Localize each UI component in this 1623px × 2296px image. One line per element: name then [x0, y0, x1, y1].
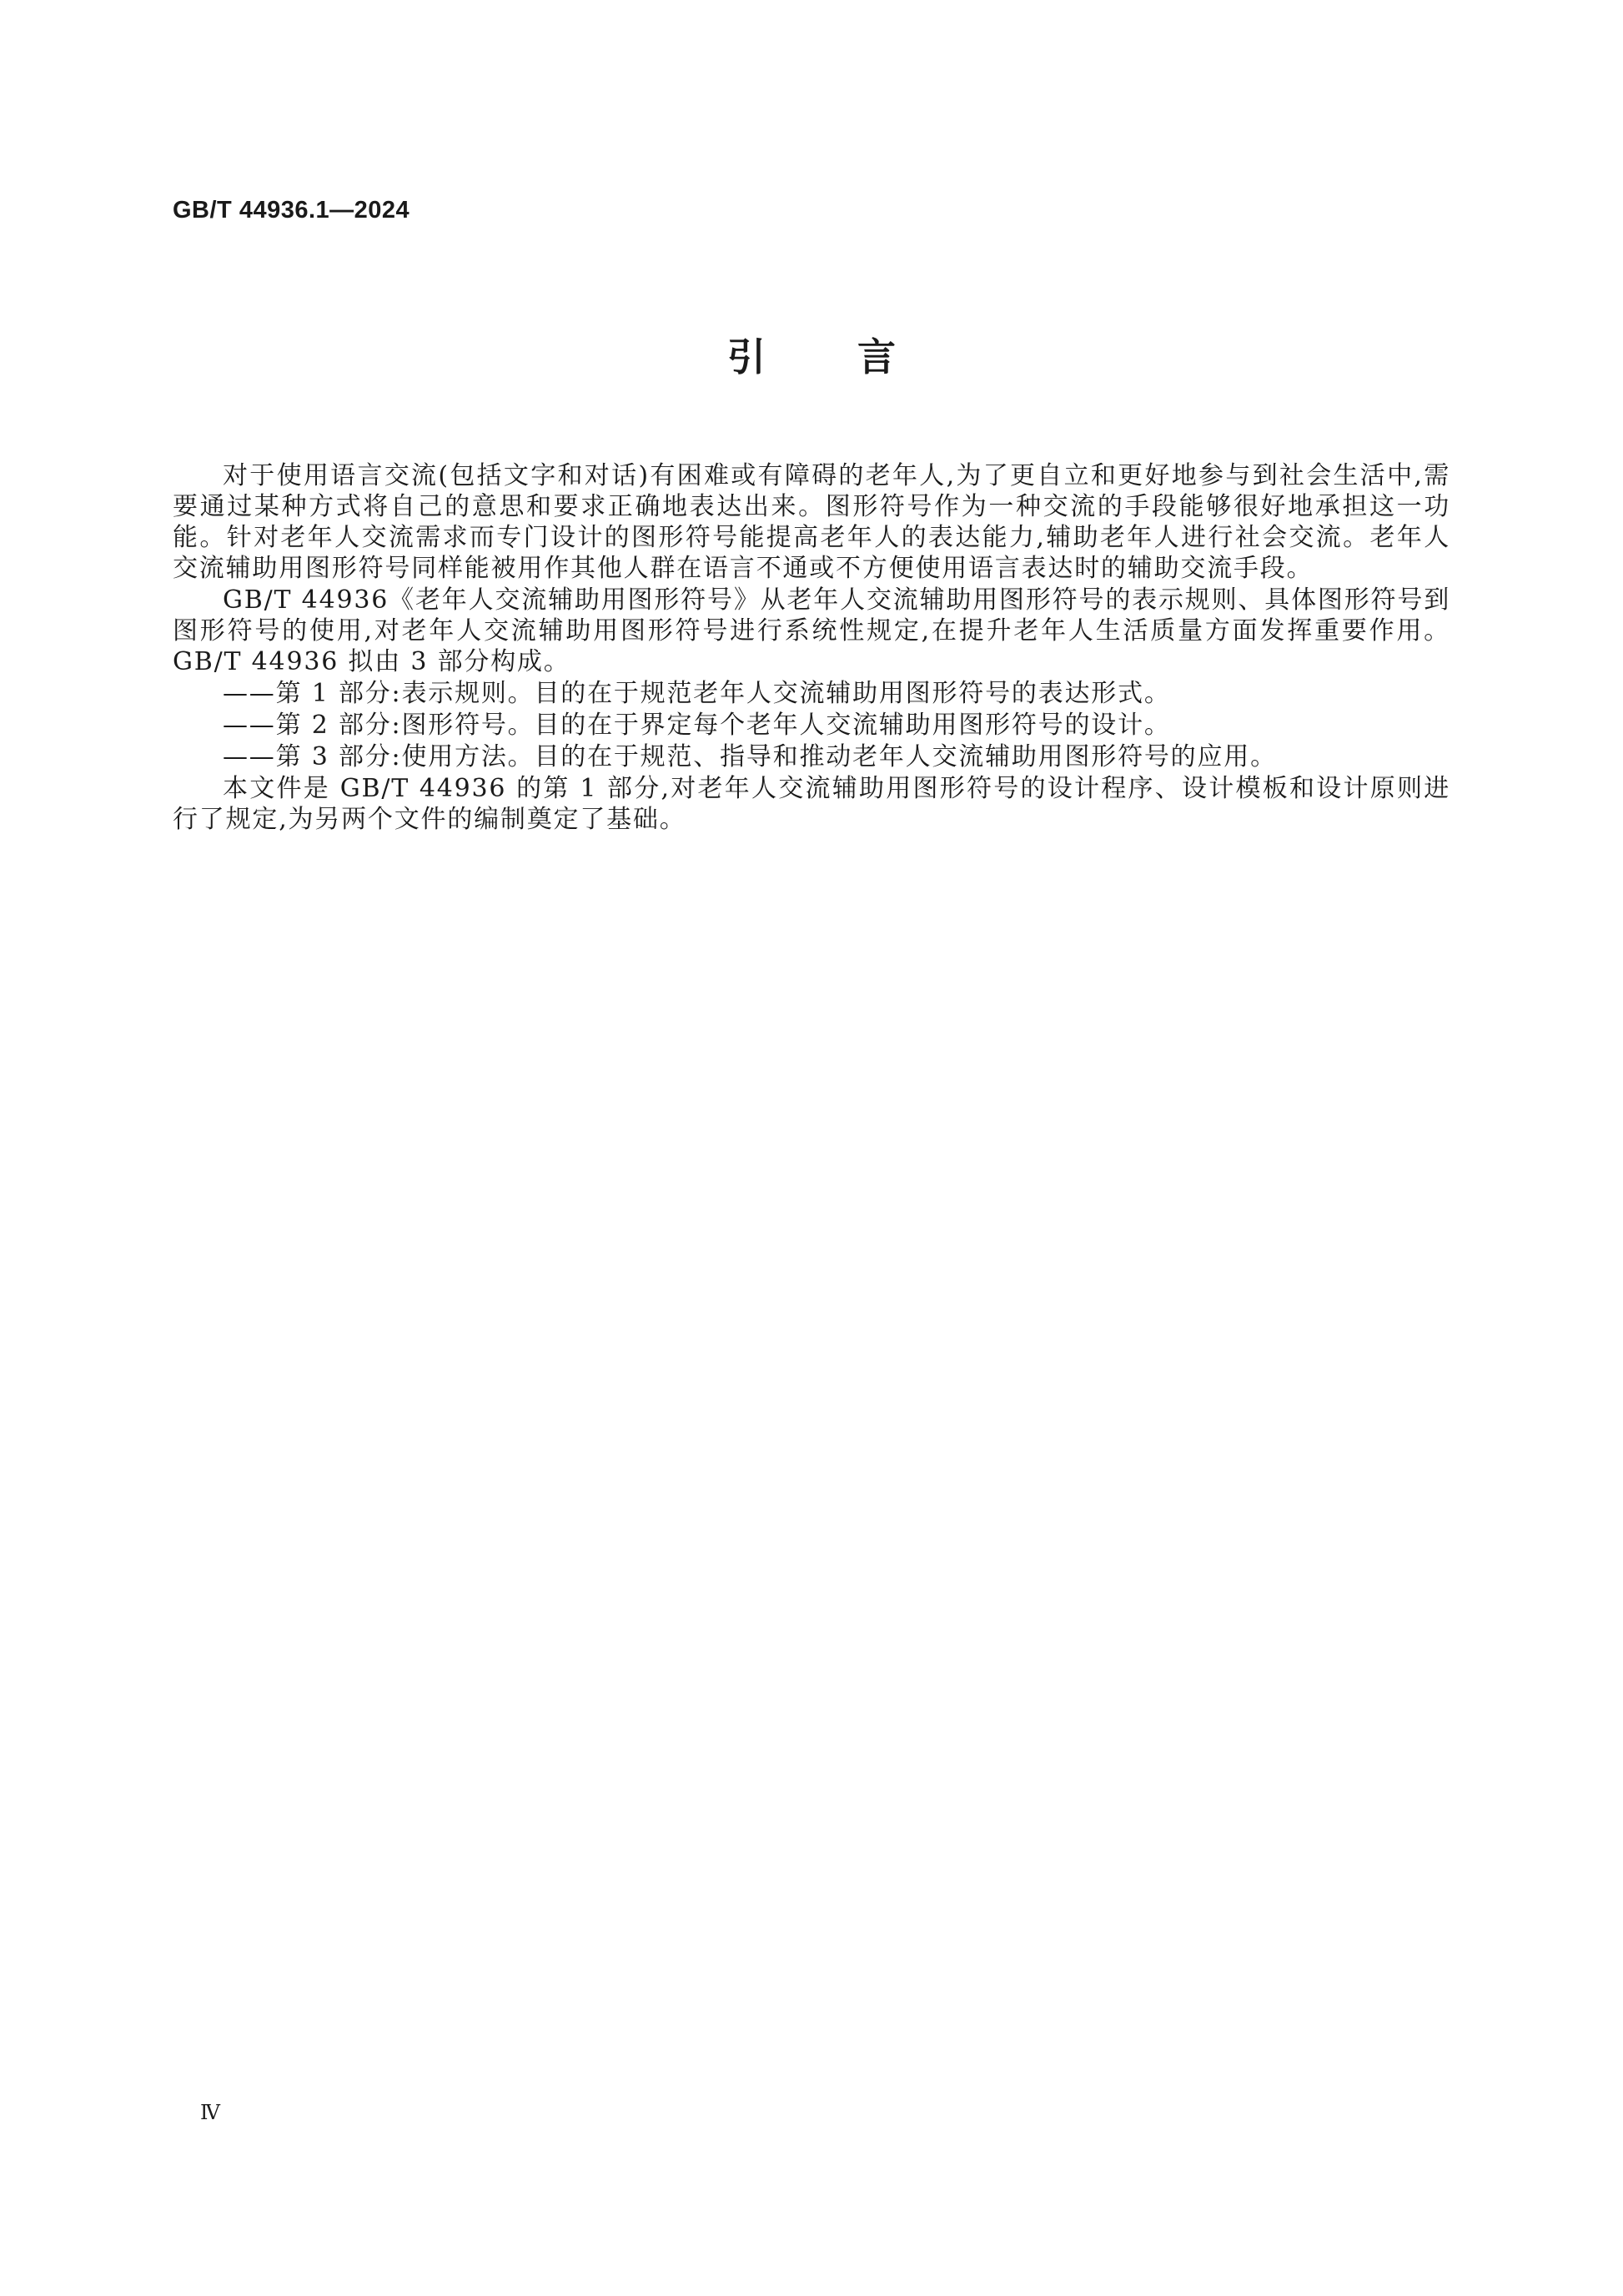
title-char-1: 引: [727, 334, 766, 379]
part-item-3: ——第 3 部分:使用方法。目的在于规范、指导和推动老年人交流辅助用图形符号的应用。: [223, 742, 1277, 771]
paragraph-structure: GB/T 44936《老年人交流辅助用图形符号》从老年人交流辅助用图形符号的表示规则、具体图形符号到图形符号的使用,对老年人交流辅助用图形符号进行系统性规定,在提升老年人生活质量方面发挥重要作用。GB/T 44936 拟由 3 部分构成。: [173, 585, 1450, 676]
paragraph-purpose: 对于使用语言交流(包括文字和对话)有困难或有障碍的老年人,为了更自立和更好地参与到社会生活中,需要通过某种方式将自己的意思和要求正确地表达出来。图形符号作为一种交流的手段能够很好地承担这一功能。针对老年人交流需求而专门设计的图形符号能提高老年人的表达能力,辅助老年人进行社会交流。老年人交流辅助用图形符号同样能被用作其他人群在语言不通或不方便使用语言表达时的辅助交流手段。: [173, 461, 1450, 583]
page-title: [0, 332, 1623, 382]
part-item-2: ——第 2 部分:图形符号。目的在于界定每个老年人交流辅助用图形符号的设计。: [223, 711, 1171, 740]
paragraph-closing: 本文件是 GB/T 44936 的第 1 部分,对老年人交流辅助用图形符号的设计程序、设计模板和设计原则进行了规定,为另两个文件的编制奠定了基础。: [173, 774, 1450, 834]
document-code: GB/T 44936.1—2024: [173, 197, 410, 224]
part-item-1: ——第 1 部分:表示规则。目的在于规范老年人交流辅助用图形符号的表达形式。: [223, 679, 1171, 708]
introduction-body: [173, 460, 1450, 836]
title-char-2: 言: [857, 334, 896, 379]
page-number: Ⅳ: [200, 2101, 220, 2124]
